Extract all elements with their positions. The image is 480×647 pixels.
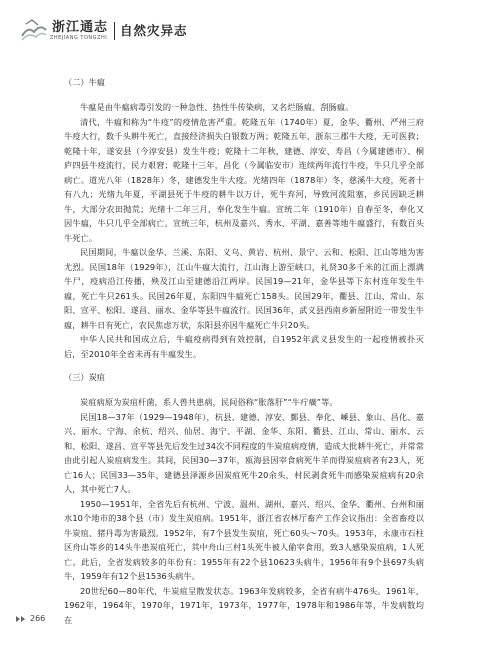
section-heading-cattle-plague: （二）牛瘟 (64, 77, 105, 87)
paragraph: 牛瘟是由牛瘟病毒引发的一种急性、热性牛传染病，又名烂肠瘟、刮肠瘟。 (80, 102, 354, 112)
page-header (0, 0, 480, 58)
page-marker-icon (16, 616, 26, 622)
header-divider (114, 22, 115, 40)
paragraph: 1950—1951年，全省先后有杭州、宁波、温州、湖州、嘉兴、绍兴、金华、衢州、台州和丽水10个地市的38个县（市）发生炭疽病。1951年，浙江省农林厅畜产工作会议指出：全省畜疫以牛炭疽、猪丹毒为害最烈。1952年，有7个县发生炭疽，死亡60头～70头。1953年，永康市石柱区舟山等乡的14头牛患炭疽死亡，其中舟山三村1头死牛被人偷宰食用，致3人感染炭疽病，1人死亡。此后，全省发病较多的年份有：1955年有22个县10623头病牛，1956年有9个县697头病牛，1959年有12个县1536头病牛。 (64, 498, 424, 581)
page-body (64, 76, 424, 627)
section-heading-anthrax: （三）炭疽 (64, 372, 105, 382)
paragraph: 中华人民共和国成立后，牛瘟疫病得到有效控制，自1952年武义县发生的一起疫情被扑灭后，至2010年全省未再有牛瘟发生。 (64, 334, 424, 359)
mountain-wave-icon (20, 18, 48, 42)
logo-subtitle: ZHEJIANG TONGZHI (50, 35, 108, 41)
publication-logo (20, 16, 110, 50)
logo-title: 浙江通志 (52, 20, 109, 35)
section-title: 自然灾异志 (120, 23, 188, 38)
paragraph: 民国期间，牛瘟以金华、兰溪、东阳、义乌、黄岩、杭州、景宁、云和、松阳、江山等地为害尤烈。民国18年（1929年），江山牛瘟大流行，江山海上游至峡口，礼贤30多千米的江面上漂满牛尸，疫病沿江传播，殃及江山至建德沿江两岸。民国19—21年，金华县等下东村连年发生牛瘟，死亡牛只261头。民国26年夏，东阳四牛瘟死亡158头。民国29年，衢县、江山、常山、东阳、宣平、松阳、遂昌、丽水、金华等县牛瘟流行。民国36年，武义县西南乡新屋附近一带发生牛瘟，耕牛日有死亡，农民焦虑万状，东阳县亦因牛瘟死亡牛只20头。 (64, 247, 424, 330)
paragraph: 清代，牛瘟和称为“牛疫”的疫情危害严重。乾隆五年（1740年）夏，金华、衢州、严州三府牛疫大行，数千头耕牛死亡，直接经济损失白银数万两；乾隆五年，浙东三郡牛大疫，无可医救；乾隆十年，遂安县（今淳安县）发生牛疫；乾隆十二年秋，建德、淳安、寿昌（今属建德市）、桐庐四县牛疫流行，民力艰窘；乾隆十三年，昌化（今属临安市）连续两年流行牛疫，牛只几乎全部病亡。道光八年（1828年）冬，建德发生牛大疫。光绪四年（1878年）冬，慈溪牛大疫，死者十有八九；光绪九年夏，平湖县死于牛疫的耕牛以万计，死牛弃河，导致河流阻塞，乡民因缺乏耕牛，大部分农田抛荒；光绪十二年三月，奉化发生牛瘟。宣统二年（1910年）自春至冬，奉化又因牛瘟，牛只几乎全部病亡。宣统三年，杭州及嘉兴、秀水、平湖、嘉善等地牛瘟盛行，有数百头牛死亡。 (64, 116, 424, 243)
page-number: 266 (30, 614, 46, 623)
page-footer (0, 610, 480, 630)
section-spacer (64, 361, 424, 371)
paragraph: 民国18—37年（1929—1948年），杭县、建德、淳安、鄞县、奉化、嵊县、象山、昌化、嘉兴、丽水、宁海、余杭、绍兴、仙居、海宁、平湖、金华、东阳、衢县、江山、常山、丽水、云和、松阳、遂昌、宣平等县先后发生过34次不同程度的牛炭疽病疫情，造成大批耕牛死亡，并常常由此引起人炭疽病发生。其间，民国30—37年，瓯海县因宰食病死牛羊而得炭疽病者有23人，死亡16人；民国33—35年，建德县泽源乡因炭疽死牛20余头，村民剥食死牛而感染炭疽病有20余人，其中死亡7人。 (64, 411, 424, 494)
paragraph: 炭疽病原为炭疽杆菌，系人兽共患病，民间俗称“胀落肝”“牛疔癀”等。 (80, 397, 338, 407)
paragraph: 20世纪60—80年代，牛炭疽呈散发状态。1963年发病较多，全省有病牛476头。1961年，1962年，1964年，1970年，1971年，1973年，1977年，1978年和1986年等，牛发病数均在 (64, 585, 424, 625)
